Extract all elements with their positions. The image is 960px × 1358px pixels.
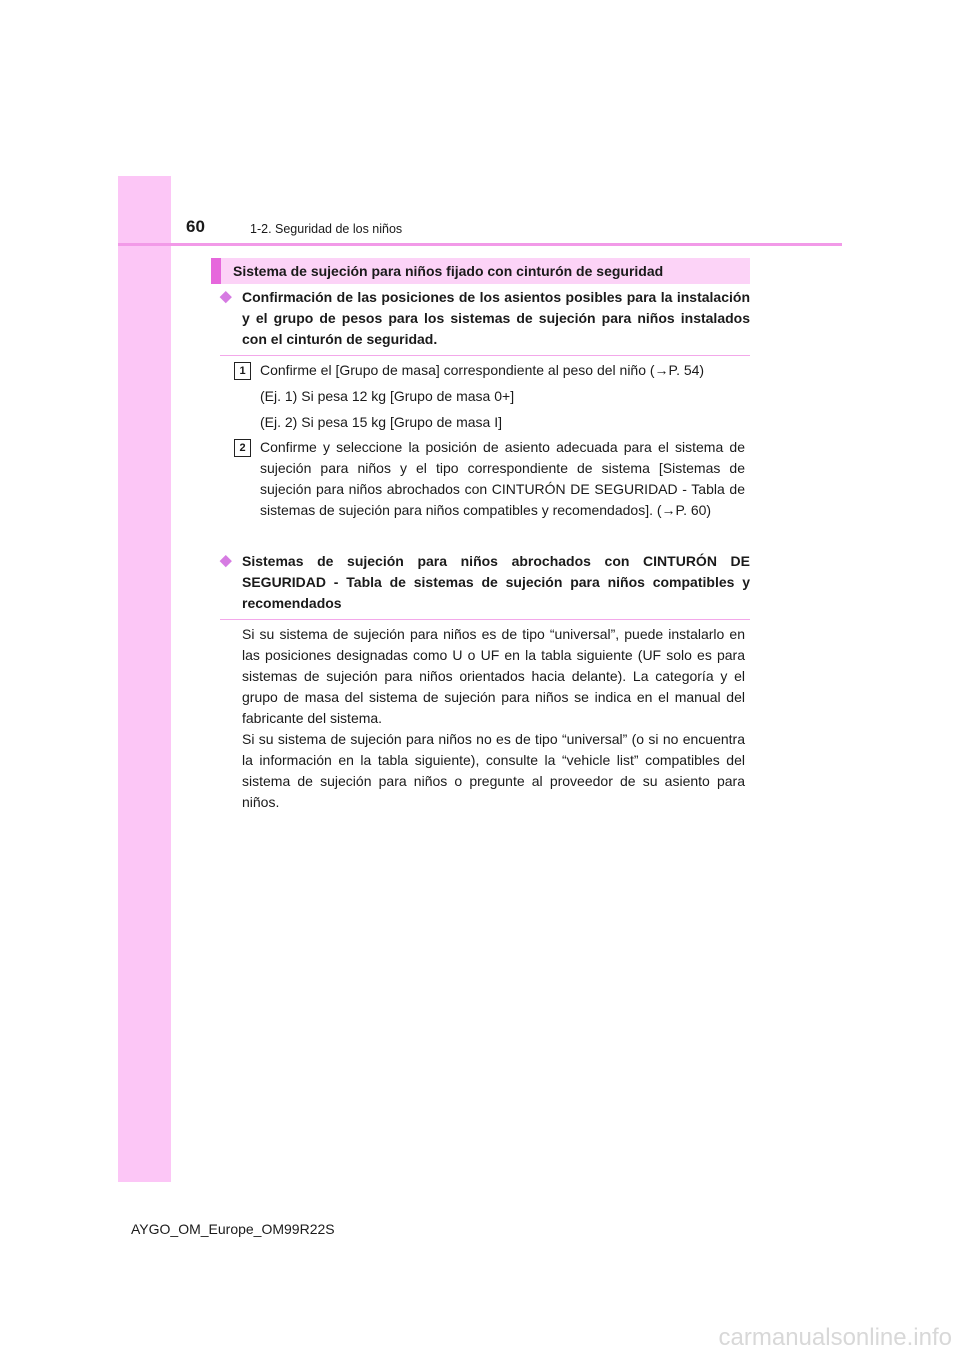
page-number: 60 bbox=[186, 217, 205, 236]
diamond-icon: ◆ bbox=[220, 288, 232, 305]
example-1: (Ej. 1) Si pesa 12 kg [Grupo de masa 0+] bbox=[260, 388, 515, 404]
side-band bbox=[118, 176, 171, 1182]
heading-text: Sistemas de sujeción para niños abrochados con CINTURÓN DE SEGURIDAD - Tabla de sistemas de sujeción para niños compatibles y recomendados bbox=[242, 553, 750, 611]
section-title: 1-2. Seguridad de los niños bbox=[250, 222, 403, 236]
step-1 bbox=[238, 360, 745, 381]
section-bar: Sistema de sujeción para niños fijado con cinturón de seguridad bbox=[211, 258, 750, 284]
step-text: Confirme el [Grupo de masa] correspondiente al peso del niño (→P. 54) bbox=[260, 362, 705, 378]
heading-text: Confirmación de las posiciones de los asientos posibles para la instalación y el grupo de pesos para los sistemas de sujeción para niños instalados con el cinturón de seguridad. bbox=[242, 289, 750, 347]
example-2: (Ej. 2) Si pesa 15 kg [Grupo de masa I] bbox=[260, 414, 503, 430]
footer-code: AYGO_OM_Europe_OM99R22S bbox=[131, 1221, 335, 1237]
step-number: 1 bbox=[234, 362, 251, 380]
heading-confirmation bbox=[220, 287, 750, 356]
step-2 bbox=[238, 437, 745, 521]
step-number: 2 bbox=[234, 439, 251, 457]
diamond-icon: ◆ bbox=[220, 552, 232, 569]
step-text: Confirme y seleccione la posición de asiento adecuada para el sistema de sujeción para niños y el tipo correspondiente de sistema [Sistemas de sujeción para niños abrochados con CINTURÓN DE SEGURIDAD - Tabla de sistemas de sujeción para niños compatibles y recomendados]. (→P. 60) bbox=[260, 439, 745, 518]
heading-table bbox=[220, 551, 750, 620]
header-rule bbox=[118, 243, 842, 246]
watermark: carmanualsonline.info bbox=[718, 1324, 952, 1351]
paragraph-universal: Si su sistema de sujeción para niños es de tipo “universal”, puede instalarlo en las posiciones designadas como U o UF en la tabla siguiente (UF solo es para sistemas de sujeción para niños orientados hacia delante). La categoría y el grupo de masa del sistema de sujeción para niños se indica en el manual del fabricante del sistema. bbox=[242, 626, 745, 726]
paragraph-non-universal: Si su sistema de sujeción para niños no es de tipo “universal” (o si no encuentra la información en la tabla siguiente), consulte la “vehicle list” compatibles del sistema de sujeción para niños o pregunte al proveedor de su asiento para niños. bbox=[242, 731, 745, 810]
